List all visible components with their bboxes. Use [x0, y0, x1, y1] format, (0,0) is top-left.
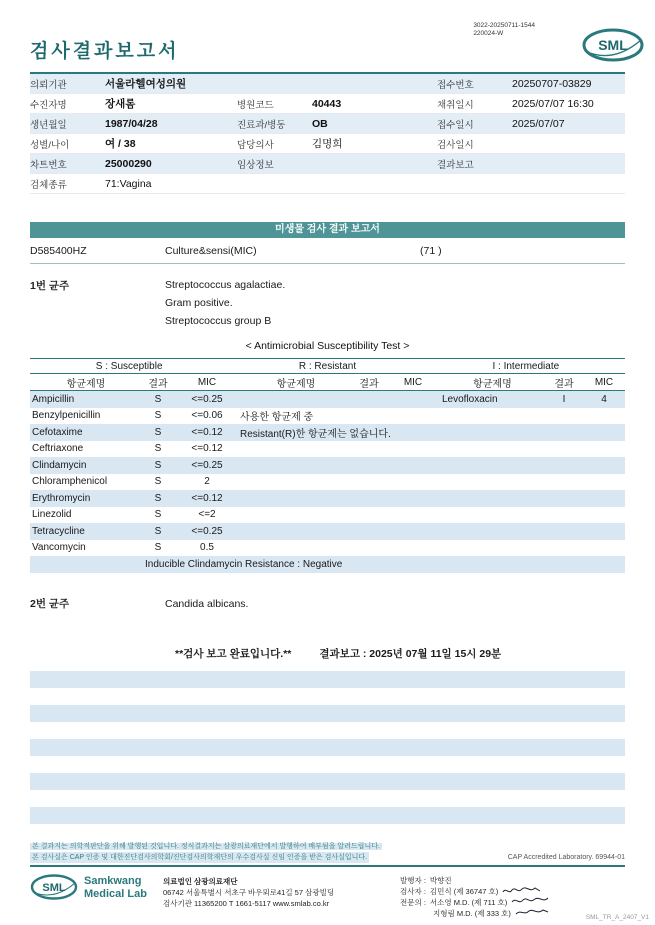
empty-row — [30, 773, 625, 790]
patient-label: 담당의사 — [237, 139, 274, 151]
issuer-label: 발행자 : — [400, 875, 426, 885]
test-identification-row — [30, 238, 625, 264]
antibiotic-result: S — [154, 410, 162, 422]
notice-line2 — [30, 852, 625, 863]
antibiotic-mic: <=0.12 — [191, 443, 223, 455]
ast-row — [30, 523, 625, 540]
report-timestamp: 결과보고 : 2025년 07월 11일 15시 29분 — [319, 648, 502, 660]
patient-label: 결과보고 — [437, 159, 474, 171]
specialist2-name: 지형림 M.D. (제 333 호) — [433, 908, 511, 918]
sml-logo-text: SML — [598, 37, 628, 53]
hospital-code: 40443 — [312, 97, 342, 110]
antibiotic-mic: 4 — [601, 393, 607, 405]
sex-age: 여 / 38 — [105, 138, 136, 150]
legend-resistant: R : Resistant — [298, 360, 357, 372]
antibiotic-name: Linezolid — [32, 509, 72, 521]
antibiotic-result: S — [154, 443, 162, 455]
strain1-block — [30, 276, 625, 330]
patient-row — [30, 94, 625, 114]
legend-intermediate: I : Intermediate — [492, 360, 560, 372]
antibiotic-mic: <=0.12 — [191, 426, 223, 438]
footer-notices — [30, 841, 625, 863]
section-header-microbiology: 미생물 검사 결과 보고서 — [30, 222, 625, 238]
col-header-mic: MIC — [197, 376, 217, 388]
organization-info — [163, 873, 334, 909]
empty-row — [30, 722, 625, 739]
patient-label: 의뢰기관 — [30, 79, 67, 91]
antibiotic-mic: <=0.25 — [191, 525, 223, 537]
empty-row — [30, 756, 625, 773]
issuer-row — [400, 875, 625, 886]
antibiotic-name: Cefotaxime — [32, 426, 83, 438]
antibiotic-mic: 2 — [204, 476, 210, 488]
antibiotic-result: S — [154, 509, 162, 521]
sml-logo-icon — [581, 26, 645, 71]
specialist2-signature-icon — [515, 907, 549, 919]
ast-note: Resistant(R)한 항균제는 없습니다. — [240, 428, 391, 440]
antibiotic-result: S — [154, 426, 162, 438]
ast-row — [30, 474, 625, 491]
strain1-row — [30, 276, 625, 294]
patient-row — [30, 74, 625, 94]
patient-label: 검체종류 — [30, 179, 67, 191]
antibiotic-result: S — [154, 492, 162, 504]
receipt-datetime: 2025/07/07 — [512, 117, 565, 130]
antibiotic-name: Tetracycline — [32, 525, 85, 537]
ast-row — [30, 507, 625, 524]
antibiotic-mic: <=0.06 — [191, 410, 223, 422]
doctor-name: 김명희 — [312, 138, 343, 150]
antibiotic-name: Erythromycin — [32, 492, 91, 504]
chart-number: 25000290 — [105, 157, 152, 170]
strain2-organism: Candida albicans. — [165, 597, 249, 610]
empty-row — [30, 824, 625, 841]
antibiotic-mic: 0.5 — [200, 542, 214, 554]
birth-date: 1987/04/28 — [105, 117, 158, 130]
col-header-result: 결과 — [359, 378, 379, 390]
ast-row — [30, 441, 625, 458]
patient-info-table — [30, 72, 625, 194]
lab-name-line2: Medical Lab — [84, 887, 147, 900]
ast-row — [30, 424, 625, 441]
specialist-label: 전문의 : — [400, 897, 426, 907]
footer-divider — [30, 865, 625, 867]
strain1-label: 1번 균주 — [30, 279, 70, 292]
empty-row — [30, 688, 625, 705]
antibiotic-name: Benzylpenicillin — [32, 410, 101, 422]
specimen-code: (71 ) — [420, 244, 442, 257]
empty-row — [30, 705, 625, 722]
notice1-text: 본 결과지는 의학적판단을 위해 발행된 것입니다. 정식결과지는 삼광의료재단에서 발행하여 배부됨을 알려드립니다. — [32, 842, 380, 850]
strain2-block — [30, 595, 625, 613]
ast-legend — [30, 358, 625, 374]
legend-susceptible: S : Susceptible — [95, 360, 163, 372]
patient-label: 검사일시 — [437, 139, 474, 151]
specialist1-name: 서소영 M.D. (제 711 호) — [429, 897, 508, 907]
cap-accreditation-text: CAP Accredited Laboratory. 69944-01 — [507, 853, 625, 861]
col-header-mic: MIC — [403, 376, 423, 388]
patient-label: 병원코드 — [237, 99, 274, 111]
empty-row — [30, 790, 625, 807]
antibiotic-mic: <=0.12 — [191, 492, 223, 504]
patient-label: 성별/나이 — [30, 139, 70, 151]
specialist1-row — [400, 897, 625, 908]
col-header-mic: MIC — [594, 376, 614, 388]
reference-numbers — [473, 22, 535, 38]
collection-datetime: 2025/07/07 16:30 — [512, 97, 594, 110]
strain1-gram: Gram positive. — [165, 297, 233, 309]
patient-label: 진료과/병동 — [237, 119, 286, 131]
col-header-name: 항균제명 — [66, 378, 106, 390]
ast-row — [30, 408, 625, 425]
antibiotic-name: Ampicillin — [32, 393, 75, 405]
antibiotic-result: S — [154, 393, 162, 405]
lab-name-line1: Samkwang — [84, 874, 142, 887]
patient-label: 접수일시 — [437, 119, 474, 131]
test-name: Culture&sensi(MIC) — [165, 244, 257, 257]
ast-column-headers — [30, 374, 625, 391]
empty-rows-filler — [30, 671, 625, 841]
patient-row — [30, 114, 625, 134]
antibiotic-mic: <=0.25 — [191, 393, 223, 405]
antibiotic-name: Chloramphenicol — [32, 476, 108, 488]
completion-row — [30, 647, 625, 661]
sml-logo-text: SML — [42, 881, 66, 894]
patient-label: 수진자명 — [30, 99, 67, 111]
antibiotic-name: Clindamycin — [32, 459, 87, 471]
notice-line1 — [30, 841, 625, 852]
antibiotic-result: S — [154, 476, 162, 488]
footer-logo-block — [30, 873, 147, 903]
antibiotic-result: S — [154, 542, 162, 554]
antibiotic-name: Vancomycin — [32, 542, 86, 554]
strain2-label: 2번 균주 — [30, 598, 70, 610]
antibiotic-name: Ceftriaxone — [32, 443, 84, 455]
ast-row — [30, 391, 625, 408]
patient-label: 임상정보 — [237, 159, 274, 171]
reference-line2: 220024-W — [473, 30, 504, 37]
patient-label: 차트번호 — [30, 159, 67, 171]
col-header-result: 결과 — [148, 378, 168, 390]
specimen-type: 71:Vagina — [105, 177, 152, 190]
ast-row — [30, 540, 625, 557]
col-header-name: 항균제명 — [276, 378, 316, 390]
patient-row — [30, 154, 625, 174]
lab-name — [84, 875, 147, 901]
document-code: SML_TR_A_2407_V1 — [585, 914, 649, 921]
signatories — [400, 873, 625, 919]
ast-row — [30, 457, 625, 474]
notice2-text: 본 검사실은 CAP 인증 및 대한진단검사의학회/진단검사의학재단의 우수검사실 신임 인증을 받은 검사실입니다. — [32, 853, 368, 861]
org-contact: 검사기관 11365200 T 1661-5117 www.smlab.co.kr — [162, 898, 330, 908]
examiner-label: 검사자 : — [400, 886, 426, 896]
strain2-row — [30, 595, 625, 613]
department: OB — [312, 117, 328, 130]
test-code: D585400HZ — [30, 244, 87, 257]
col-header-result: 결과 — [554, 378, 574, 390]
inducible-clindamycin-note: Inducible Clindamycin Resistance : Negative — [30, 556, 625, 573]
report-header — [0, 0, 655, 72]
antibiotic-mic: <=2 — [198, 509, 216, 521]
patient-label: 생년월일 — [30, 119, 67, 131]
empty-row — [30, 807, 625, 824]
examiner-row — [400, 886, 625, 897]
examiner-name: 김민식 (제 36747 호) — [429, 886, 499, 896]
receipt-number: 20250707-03829 — [512, 77, 592, 90]
requesting-institution: 서울라헬여성의원 — [105, 78, 187, 90]
sml-logo-icon — [30, 873, 78, 903]
empty-row — [30, 671, 625, 688]
completion-message: **검사 보고 완료입니다.** — [175, 648, 292, 660]
issuer-name: 박향진 — [429, 875, 452, 885]
patient-row — [30, 174, 625, 194]
antibiotic-result: I — [562, 393, 566, 405]
patient-label: 채취일시 — [437, 99, 474, 111]
strain1-group: Streptococcus group B — [165, 315, 272, 327]
patient-name: 장새롬 — [105, 98, 136, 110]
antibiotic-result: S — [154, 459, 162, 471]
reference-line1: 3022-20250711-1544 — [473, 22, 535, 29]
strain1-row — [30, 294, 625, 312]
patient-label: 접수번호 — [437, 79, 474, 91]
empty-row — [30, 739, 625, 756]
footer — [30, 873, 625, 919]
antibiotic-name: Levofloxacin — [442, 393, 498, 405]
org-name: 의료법인 삼광의료재단 — [162, 876, 238, 886]
org-address: 06742 서울특별시 서초구 바우뫼로41길 57 삼광빌딩 — [162, 887, 335, 897]
ast-row — [30, 490, 625, 507]
antibiotic-mic: <=0.25 — [191, 459, 223, 471]
patient-row — [30, 134, 625, 154]
ast-title: < Antimicrobial Susceptibility Test > — [245, 340, 410, 352]
ast-note: 사용한 항균제 중 — [240, 412, 314, 424]
strain1-organism: Streptococcus agalactiae. — [165, 279, 286, 291]
col-header-name: 항균제명 — [473, 378, 512, 390]
strain1-row — [30, 312, 625, 330]
page-title: 검사결과보고서 — [30, 41, 180, 62]
antibiotic-result: S — [154, 525, 162, 537]
